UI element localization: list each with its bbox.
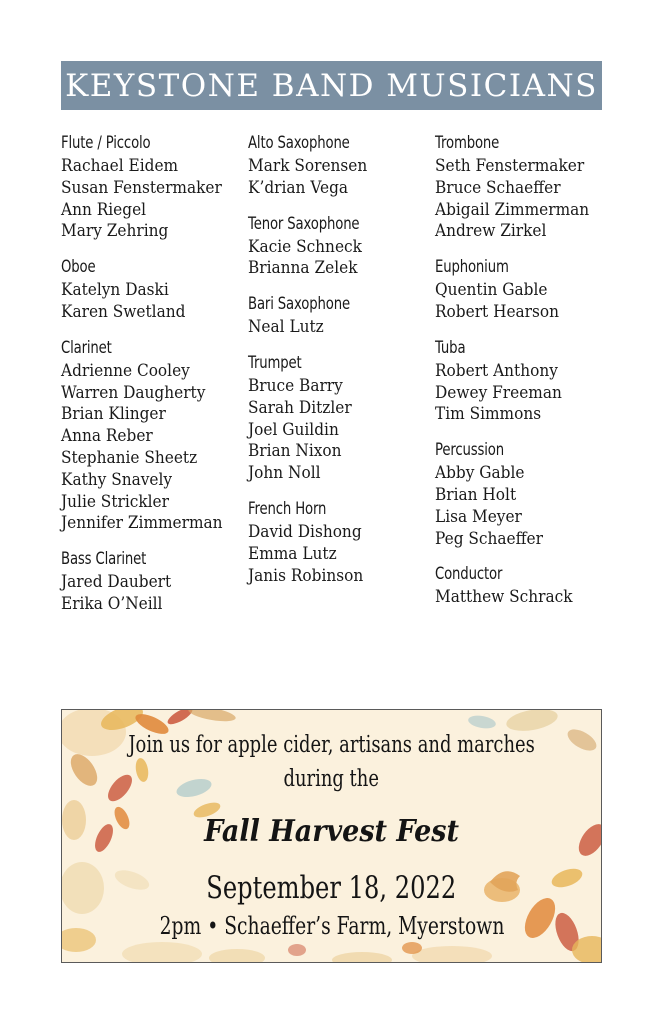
musician-name: Brianna Zelek [248,258,358,278]
musician-name: Tim Simmons [435,404,542,424]
section-bass-clarinet [61,547,246,615]
musician-name: Anna Reber [61,426,153,446]
musician-name: Andrew Zirkel [435,221,547,241]
musician-name: Brian Holt [435,484,517,504]
promo-date-label: September 18, 2022 [206,870,457,906]
musician-name: Brian Nixon [248,441,342,461]
promo-event-label: Fall Harvest Fest [204,814,459,849]
promo-event-name [62,814,601,849]
musician-name: Peg Schaeffer [435,528,543,548]
musician-name: Bruce Schaeffer [435,177,561,197]
musician-name: Erika O’Neill [61,593,163,613]
section-heading: Bari Saxophone [248,294,350,315]
musician-name: Janis Robinson [248,565,364,585]
title-banner [61,61,602,110]
promo-invite-text [62,732,601,758]
musician-name: Emma Lutz [248,543,337,563]
musician-name: Jennifer Zimmerman [61,513,223,533]
musician-name: K’drian Vega [248,177,349,197]
section-heading: Clarinet [61,337,112,358]
musician-name: Kathy Snavely [61,469,173,489]
section-heading: Euphonium [435,257,509,278]
roster-column-2 [248,131,433,599]
musician-name: Julie Strickler [61,491,169,511]
section-heading: Trombone [435,133,500,153]
musician-name: Lisa Meyer [435,506,522,526]
promo-event-details [62,912,601,940]
musician-name: Sarah Ditzler [248,397,352,417]
section-heading: Tenor Saxophone [248,213,360,234]
section-bari-saxophone [248,292,433,338]
musician-name: Neal Lutz [248,317,324,337]
section-trumpet [248,351,433,484]
section-heading: Oboe [61,257,96,278]
musician-name: Robert Hearson [435,301,560,321]
section-clarinet [61,336,246,534]
musician-name: Stephanie Sheetz [61,447,198,467]
section-euphonium [435,255,610,323]
musician-name: Abby Gable [435,463,525,483]
musician-name: John Noll [248,463,321,483]
section-heading: French Horn [248,498,327,519]
promo-details-label: 2pm • Schaeffer’s Farm, Myerstown [159,912,504,940]
section-flute-piccolo [61,131,246,242]
musician-name: Abigail Zimmerman [435,199,590,219]
musician-name: Dewey Freeman [435,382,562,402]
musician-name: Ann Riegel [61,199,147,219]
section-heading: Conductor [435,564,503,585]
musician-name: David Dishong [248,521,362,541]
roster-column-1 [61,131,246,628]
musician-name: Seth Fenstermaker [435,156,585,175]
section-oboe [61,255,246,323]
section-heading: Trumpet [248,352,302,373]
musician-name: Mark Sorensen [248,156,368,175]
musician-name: Jared Daubert [61,572,172,592]
section-heading: Percussion [435,440,505,461]
musician-name: Mary Zehring [61,221,169,241]
musician-name: Quentin Gable [435,280,548,300]
section-percussion [435,438,610,549]
page-title: KEYSTONE BAND MUSICIANS [65,67,598,104]
musician-name: Robert Anthony [435,360,558,380]
musician-name: Brian Klinger [61,404,166,424]
promo-during-text [62,766,601,792]
musician-name: Katelyn Daski [61,280,169,300]
musician-name: Warren Daugherty [61,382,206,402]
fall-harvest-fest-promo [61,709,602,963]
promo-event-date [62,870,601,906]
musician-name: Rachael Eidem [61,156,179,175]
section-alto-saxophone [248,131,433,199]
musician-name: Matthew Schrack [435,587,573,607]
section-tuba [435,336,610,425]
section-heading: Tuba [435,337,466,358]
musician-name: Susan Fenstermaker [61,177,222,197]
section-conductor [435,562,610,608]
section-heading: Alto Saxophone [248,133,350,153]
musician-name: Adrienne Cooley [61,360,190,380]
musician-name: Karen Swetland [61,301,186,321]
musician-name: Joel Guildin [248,419,339,439]
section-heading: Flute / Piccolo [61,133,151,153]
section-tenor-saxophone [248,212,433,280]
roster-column-3 [435,131,610,621]
section-heading: Bass Clarinet [61,549,147,570]
section-trombone [435,131,610,242]
promo-invite-label: Join us for apple cider, artisans and marches [128,732,535,758]
promo-during-label: during the [283,766,380,792]
musician-name: Kacie Schneck [248,236,362,256]
section-french-horn [248,497,433,586]
musician-name: Bruce Barry [248,375,343,395]
